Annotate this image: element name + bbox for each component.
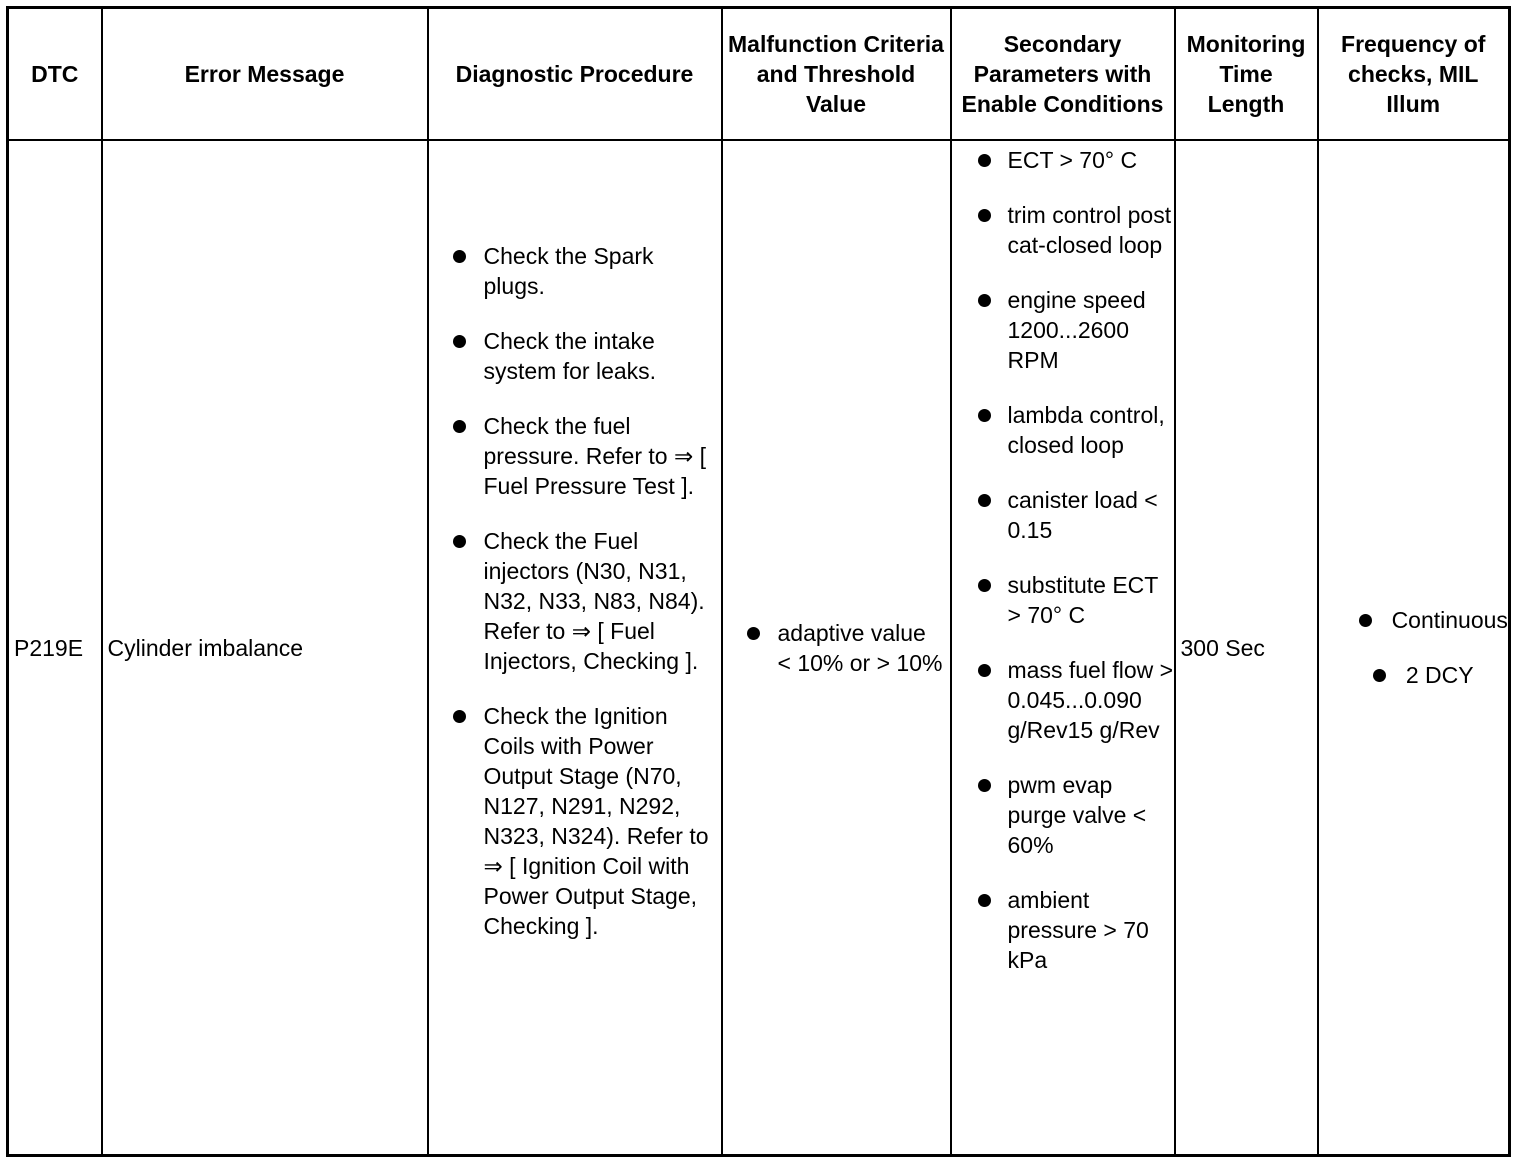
frequency-item — [1319, 660, 1509, 690]
secondary-parameters-list — [952, 145, 1174, 975]
bullet-icon — [1373, 669, 1386, 682]
secondary-parameter-item: trim control post cat-closed loop — [952, 200, 1174, 260]
dtc-table — [6, 6, 1511, 1157]
header-monitoring-time: Monitoring Time Length — [1175, 8, 1318, 141]
cell-error-message: Cylinder imbalance — [102, 140, 428, 1156]
frequency-label: 2 DCY — [1405, 662, 1474, 688]
header-secondary-parameters: Secondary Parameters with Enable Conditions — [951, 8, 1175, 141]
frequency-list — [1319, 605, 1509, 690]
header-frequency: Frequency of checks, MIL Illum — [1318, 8, 1510, 141]
secondary-parameter-item: ECT > 70° C — [952, 145, 1174, 175]
secondary-parameter-item: ambient pressure > 70 kPa — [952, 885, 1174, 975]
secondary-parameter-item: engine speed 1200...2600 RPM — [952, 285, 1174, 375]
secondary-parameter-item: canister load < 0.15 — [952, 485, 1174, 545]
secondary-parameter-item: pwm evap purge valve < 60% — [952, 770, 1174, 860]
cell-monitoring-time: 300 Sec — [1175, 140, 1318, 1156]
procedure-item: Check the Spark plugs. — [429, 241, 721, 301]
secondary-parameter-item: substitute ECT > 70° C — [952, 570, 1174, 630]
cell-frequency — [1318, 140, 1510, 1156]
frequency-item — [1319, 605, 1509, 635]
procedure-item: Check the intake system for leaks. — [429, 326, 721, 386]
header-diagnostic-procedure: Diagnostic Procedure — [428, 8, 722, 141]
criteria-list — [723, 618, 944, 678]
cell-diagnostic-procedure — [428, 140, 722, 1156]
cell-secondary-parameters — [951, 140, 1175, 1156]
header-error-message: Error Message — [102, 8, 428, 141]
table-row — [8, 140, 1510, 1156]
header-dtc: DTC — [8, 8, 102, 141]
procedure-item: Check the fuel pressure. Refer to ⇒ [ Fuel Pressure Test ]. — [429, 411, 721, 501]
header-malfunction-criteria: Malfunction Criteria and Threshold Value — [722, 8, 951, 141]
cell-malfunction-criteria — [722, 140, 951, 1156]
procedure-item: Check the Fuel injectors (N30, N31, N32, N33, N83, N84). Refer to ⇒ [ Fuel Injectors, Checking ]. — [429, 526, 721, 676]
procedure-list — [429, 241, 721, 941]
procedure-item: Check the Ignition Coils with Power Output Stage (N70, N127, N291, N292, N323, N324). Refer to ⇒ [ Ignition Coil with Power Output Stage, Checking ]. — [429, 701, 721, 941]
secondary-parameter-item: mass fuel flow > 0.045...0.090 g/Rev15 g/Rev — [952, 655, 1174, 745]
frequency-label: Continuous — [1391, 607, 1508, 633]
secondary-parameter-item: lambda control, closed loop — [952, 400, 1174, 460]
cell-dtc: P219E — [8, 140, 102, 1156]
bullet-icon — [1359, 614, 1372, 627]
header-row — [8, 8, 1510, 141]
criteria-item: adaptive value < 10% or > 10% — [723, 618, 944, 678]
